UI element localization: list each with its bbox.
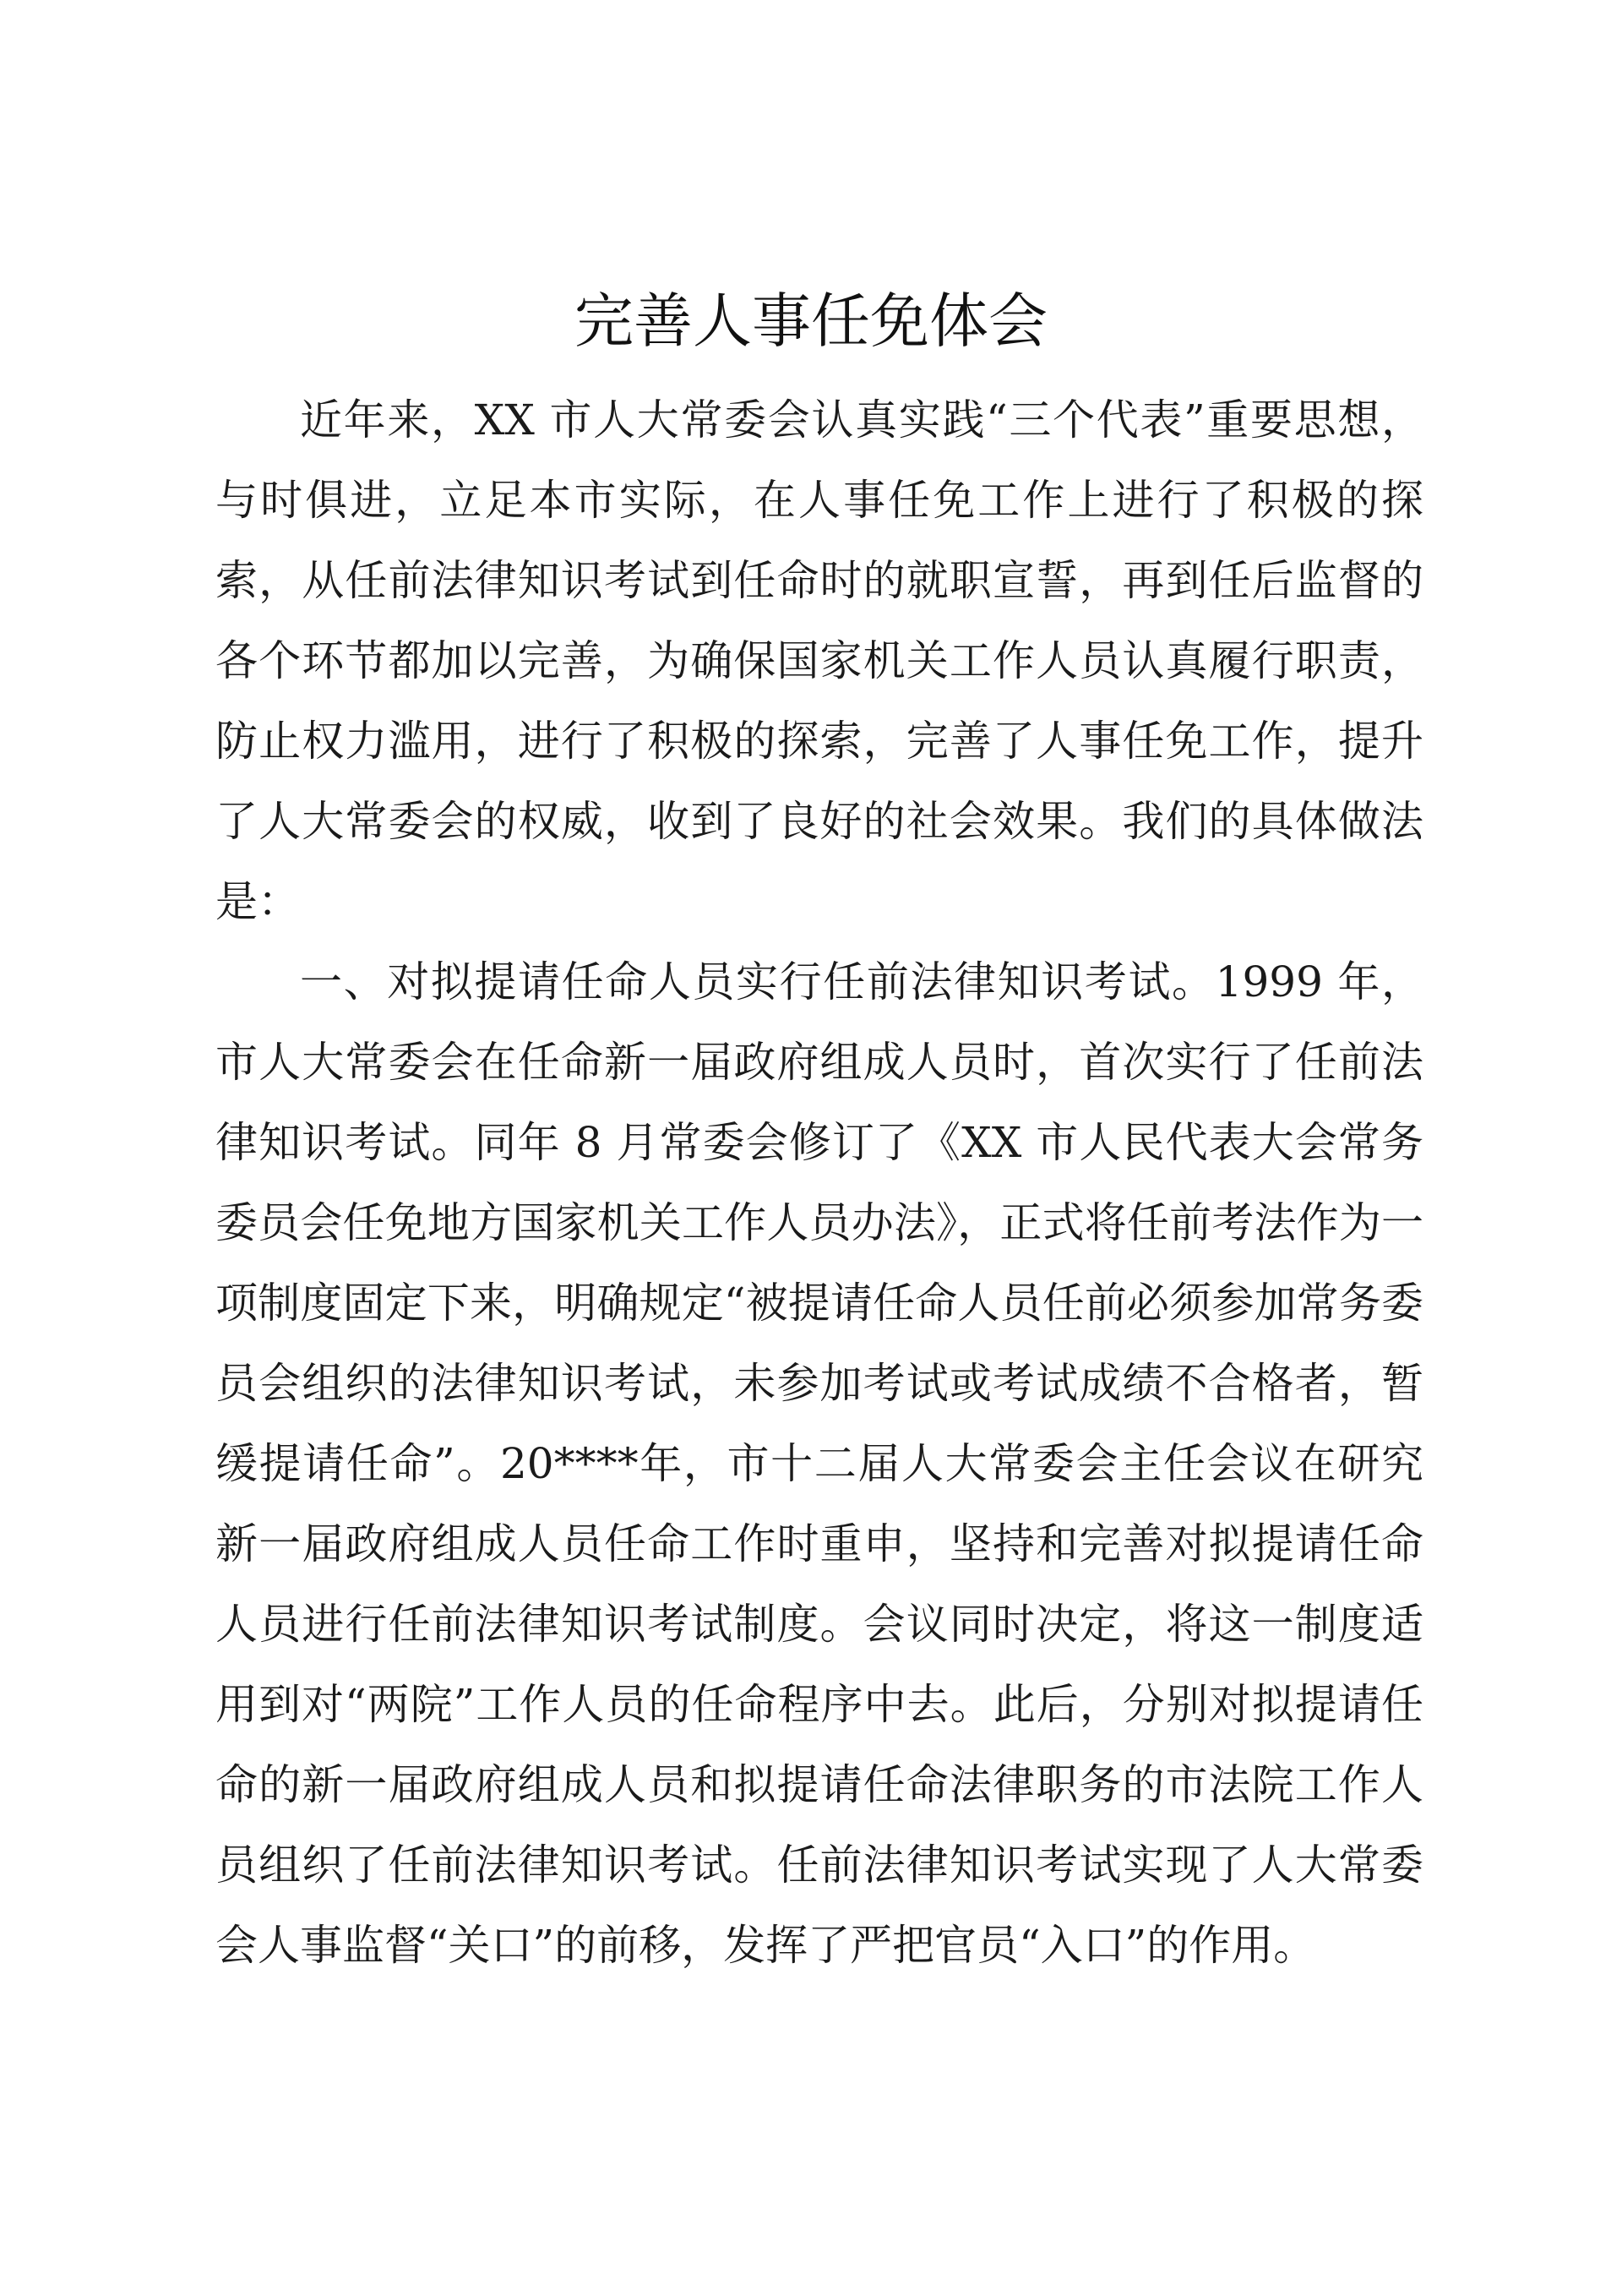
paragraph-section-one: 一、对拟提请任命人员实行任前法律知识考试。1999 年，市人大常委会在任命新一届政府组成人员时，首次实行了任前法律知识考试。同年 8 月常委会修订了《XX 市人民代表大会常务委员会任免地方国家机关工作人员办法》，正式将任前考法作为一项制度固定下来，明确规定“被提请任命人员任前必须参加常务委员会组织的法律知识考试，未参加考试或考试成绩不合格者，暂缓提请任命”。20****年，市十二届人大常委会主任会议在研究新一届政府组成人员任命工作时重申，坚持和完善对拟提请任命人员进行任前法律知识考试制度。会议同时决定，将这一制度适用到对“两院”工作人员的任命程序中去。此后，分别对拟提请任命的新一届政府组成人员和拟提请任命法律职务的市法院工作人员组织了任前法律知识考试。任前法律知识考试实现了人大常委会人事监督“关口”的前移，发挥了严把官员“入口”的作用。 (215, 957, 1423, 1970)
document-title: 完善人事任免体会 (574, 286, 1048, 356)
document-body (215, 380, 1423, 1986)
paragraph-intro: 近年来，XX 市人大常委会认真实践“三个代表”重要思想，与时俱进，立足本市实际，在人事任免工作上进行了积极的探索，从任前法律知识考试到任命时的就职宣誓，再到任后监督的各个环节都加以完善，为确保国家机关工作人员认真履行职责，防止权力滥用，进行了积极的探索，完善了人事任免工作，提升了人大常委会的权威，收到了良好的社会效果。我们的具体做法是： (215, 395, 1423, 926)
